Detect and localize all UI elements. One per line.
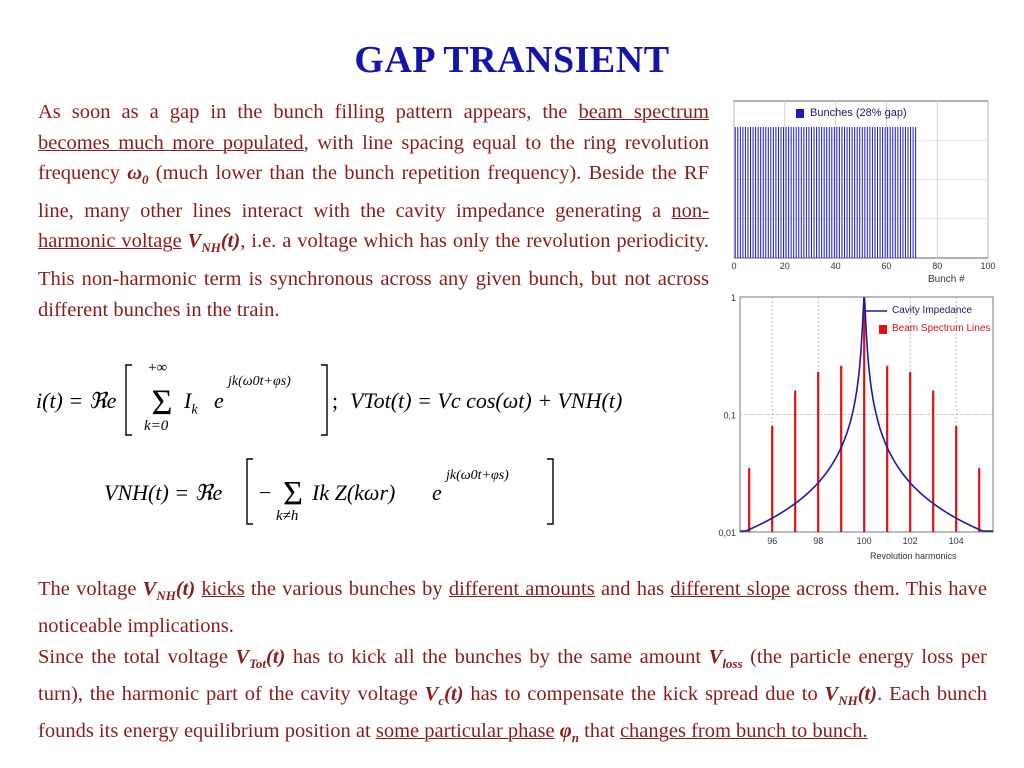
underlined-phrase: different amounts (448, 578, 595, 600)
x-tick-label: 98 (813, 536, 824, 546)
intro-text: , i.e. a voltage which has only the revolution periodicity. This non-harmonic term is synchronous across any given bunch, but not across different bunches in the train. (38, 230, 709, 321)
eq2-exp-power: jk(ω0t+φs) (446, 468, 509, 483)
eq1-exp-power: jk(ω0t+φs) (228, 374, 291, 389)
legend-swatch-bunches (796, 109, 804, 118)
underlined-phrase: different slope (670, 578, 790, 600)
x-tick-label: 20 (779, 261, 790, 271)
svg-text:Σ: Σ (283, 475, 303, 512)
underlined-phrase: some particular phase (375, 720, 555, 743)
omega0-symbol: $\omega_0$ (127, 162, 149, 188)
bunch-x-axis-label: Bunch # (928, 274, 965, 285)
phi-symbol: $\varphi_n$ (559, 720, 579, 746)
bunch-pattern-chart (728, 98, 996, 290)
legend-swatch-lines (879, 325, 887, 334)
x-tick-label: 40 (830, 261, 841, 271)
eq2-sum-lower: k≠h (276, 508, 299, 524)
vtot-symbol: $V_{Tot}(t)$ (235, 646, 286, 672)
underlined-phrase: non-harmonic voltage (38, 199, 709, 253)
x-tick-label: 0 (731, 261, 737, 271)
x-tick-label: 100 (856, 536, 872, 546)
vc-symbol: $V_c(t)$ (424, 683, 464, 709)
spectrum-chart (707, 290, 995, 564)
underlined-phrase: beam spectrum becomes much more populated (38, 101, 709, 154)
y-tick-label: 1 (730, 293, 736, 303)
closing-text: (the particle energy loss per turn), the harmonic part of the cavity voltage (38, 646, 987, 706)
closing-text: has to kick all the bunches by the same amount (285, 646, 709, 669)
eq2-exp-base: e (432, 480, 442, 505)
closing-text: and has (594, 578, 671, 600)
eq2-minus: − (259, 480, 272, 505)
lines-legend-label: Beam Spectrum Lines (892, 323, 991, 334)
eq2-lhs: VNH(t) = ℜe (104, 480, 223, 505)
closing-text: that (578, 720, 620, 743)
x-tick-label: 100 (980, 261, 996, 271)
closing-text: the various bunches by (244, 578, 449, 600)
closing-text: has to compensate the kick spread due to (463, 683, 825, 706)
page-title: GAP TRANSIENT (354, 39, 670, 81)
vnh-symbol: $V_{NH}(t)$ (187, 230, 241, 256)
equation-current (36, 356, 666, 442)
y-tick-label: 0,1 (723, 410, 736, 421)
intro-text: , with line spacing equal to the ring revolution frequency (38, 131, 709, 185)
underlined-phrase: kicks (201, 578, 245, 600)
vnh-symbol: $V_{NH}(t)$ (824, 683, 878, 709)
x-tick-label: 80 (932, 261, 943, 271)
eq1-separator: ; (332, 388, 339, 413)
underlined-phrase: changes from bunch to bunch. (619, 720, 868, 743)
intro-paragraph (38, 97, 709, 325)
eq2-term: Ik Z(kωr) (312, 480, 396, 505)
spectrum-x-axis-label: Revolution harmonics (870, 551, 957, 561)
eq1-sum-upper: +∞ (148, 360, 168, 376)
eq1-lhs: i(t) = ℜe (36, 388, 117, 413)
closing-text: . Each bunch founds its energy equilibrium position at (38, 683, 987, 743)
conclusion-paragraph (38, 574, 987, 753)
eq1-rhs: VTot(t) = Vc cos(ωt) + VNH(t) (350, 388, 623, 413)
equation-vnh (104, 456, 564, 532)
closing-text: The voltage (38, 578, 143, 600)
y-tick-label: 0,01 (718, 528, 736, 538)
x-tick-label: 60 (881, 261, 892, 271)
intro-text: As soon as a gap in the bunch filling pattern appears, the (38, 101, 579, 123)
bunch-legend-label: Bunches (28% gap) (810, 107, 907, 119)
eq1-exp-base: e (214, 388, 224, 413)
eq1-term: $I_k$ (184, 388, 198, 418)
impedance-legend-label: Cavity Impedance (892, 305, 973, 316)
vloss-symbol: $V_{loss}$ (708, 646, 743, 672)
x-tick-label: 104 (948, 536, 964, 546)
vnh-symbol: $V_{NH}(t)$ (142, 578, 196, 604)
svg-text:Σ: Σ (151, 382, 173, 422)
closing-text: across them. This have noticeable implications. (38, 578, 987, 638)
eq1-sum-lower: k=0 (144, 418, 169, 434)
intro-text: (much lower than the bunch repetition frequency). Beside the RF line, many other lines interact with the cavity impedance generating a (38, 162, 710, 222)
closing-text: Since the total voltage (38, 646, 236, 669)
x-tick-label: 96 (767, 536, 778, 546)
x-tick-label: 102 (902, 536, 918, 546)
